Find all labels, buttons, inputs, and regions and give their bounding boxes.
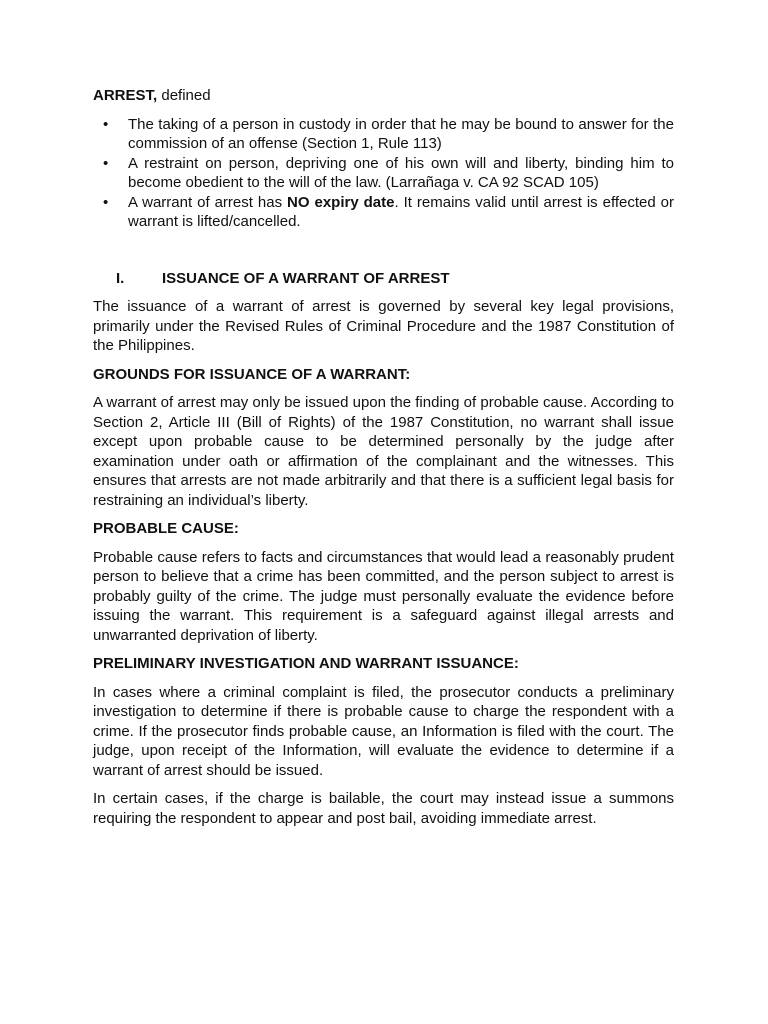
bullet-icon: • [103, 193, 109, 211]
section-number: I. [116, 269, 125, 287]
list-item [93, 154, 674, 193]
grounds-heading: GROUNDS FOR ISSUANCE OF A WARRANT: [93, 365, 411, 383]
section-title: ISSUANCE OF A WARRANT OF ARREST [162, 269, 450, 287]
preliminary-text-2: In certain cases, if the charge is bailable, the court may instead issue a summons requiring the respondent to appear and post bail, avoiding immediate arrest. [93, 790, 674, 827]
definition-term: ARREST, [93, 87, 158, 104]
bullet-icon: • [103, 115, 109, 133]
list-item [93, 193, 674, 232]
section-heading [93, 269, 674, 289]
probable-cause-heading: PROBABLE CAUSE: [93, 520, 239, 537]
bullet-icon: • [103, 154, 109, 172]
probable-cause-text: Probable cause refers to facts and circumstances that would lead a reasonably prudent person to believe that a crime has been committed, and the person subject to arrest is probably guilty of the crime. The judge must personally evaluate the evidence before issuing the warrant. This requirement is a safeguard against illegal arrests and unwarranted deprivation of liberty. [93, 548, 674, 644]
bullet-text-before: A warrant of arrest has [128, 193, 288, 211]
grounds-text: A warrant of arrest may only be issued upon the finding of probable cause. According to Section 2, Article III (Bill of Rights) of the 1987 Constitution, no warrant shall issue except upon probable cause to be determined personally by the judge after examination under oath or affirmation of the complainant and the witnesses. This ensures that arrests are not made arbitrarily and that there is a sufficient legal basis for restraining an individual’s liberty. [93, 394, 674, 509]
preliminary-heading: PRELIMINARY INVESTIGATION AND WARRANT ISSUANCE: [93, 655, 519, 672]
section-intro: The issuance of a warrant of arrest is governed by several key legal provisions, primarily under the Revised Rules of Criminal Procedure and the 1987 Constitution of the Philippines. [93, 298, 674, 354]
bullet-text: The taking of a person in custody in order that he may be bound to answer for the commission of an offense (Section 1, Rule 113) [128, 115, 674, 152]
bullet-text-after: . It remains valid until arrest is effected or warrant is lifted/cancelled. [128, 193, 675, 230]
bullet-text: A restraint on person, depriving one of his own will and liberty, binding him to become obedient to the will of the law. (Larrañaga v. CA 92 SCAD 105) [128, 154, 674, 191]
list-item [93, 115, 674, 154]
definition-suffix: defined [157, 87, 211, 104]
definition-bullet-list [93, 115, 674, 232]
document-page [93, 86, 674, 837]
preliminary-text: In cases where a criminal complaint is filed, the prosecutor conducts a preliminary investigation to determine if there is probable cause to charge the respondent with a crime. If the prosecutor finds probable cause, an Information is filed with the court. The judge, upon receipt of the Information, will evaluate the evidence to determine if a warrant of arrest should be issued. [93, 683, 674, 779]
definition-heading [93, 86, 674, 106]
bullet-text-emphasis: NO expiry date [287, 193, 395, 211]
